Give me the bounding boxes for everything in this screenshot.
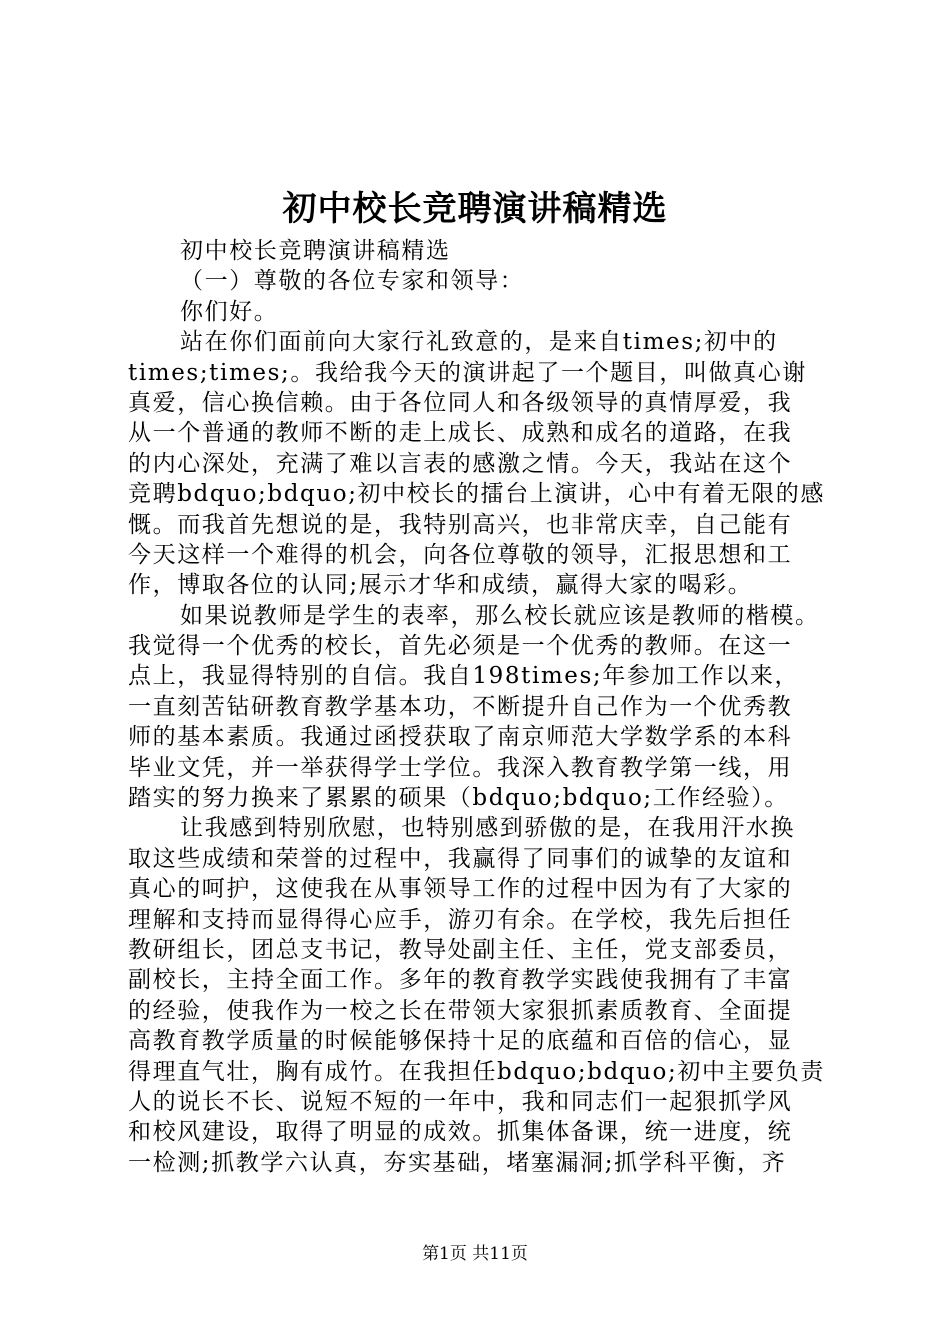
page-footer: 第1页 共11页 <box>422 1244 528 1264</box>
body-line: 毕业文凭，并一举获得学士学位。我深入教育教学第一线，用 <box>128 754 793 781</box>
body-line: 竞聘bdquo;bdquo;初中校长的擂台上演讲，心中有着无限的感 <box>128 481 825 508</box>
body-line: 初中校长竞聘演讲稿精选 <box>180 238 451 264</box>
body-line: 的内心深处，充满了难以言表的感激之情。今天，我站在这个 <box>128 450 793 477</box>
body-line: 你们好。 <box>180 298 279 325</box>
body-line: 踏实的努力换来了累累的硕果（bdquo;bdquo;工作经验）。 <box>128 785 789 812</box>
body-line: 取这些成绩和荣誉的过程中，我赢得了同事们的诚挚的友谊和 <box>128 845 793 872</box>
body-line: 副校长，主持全面工作。多年的教育教学实践使我拥有了丰富 <box>128 967 793 994</box>
body-line: 从一个普通的教师不断的走上成长、成熟和成名的道路，在我 <box>128 420 793 447</box>
body-line: 今天这样一个难得的机会，向各位尊敬的领导，汇报思想和工 <box>128 541 793 568</box>
body-line: （一）尊敬的各位专家和领导： <box>180 268 525 295</box>
body-line: 教研组长，团总支书记，教导处副主任、主任，党支部委员， <box>128 936 793 963</box>
body-line: 一直刻苦钻研教育教学基本功，不断提升自己作为一个优秀教 <box>128 693 793 720</box>
body-line: 作，博取各位的认同;展示才华和成绩，赢得大家的喝彩。 <box>128 572 753 599</box>
body-line: 师的基本素质。我通过函授获取了南京师范大学数学系的本科 <box>128 724 793 751</box>
body-line: 人的说长不长、说短不短的一年中，我和同志们一起狠抓学风 <box>128 1088 793 1115</box>
body-line: 一检测;抓教学六认真，夯实基础，堵塞漏洞;抓学科平衡，齐 <box>128 1149 787 1176</box>
body-line: 理解和支持而显得得心应手，游刃有余。在学校，我先后担任 <box>128 906 793 933</box>
body-line: 得理直气壮，胸有成竹。在我担任bdquo;bdquo;初中主要负责 <box>128 1058 825 1085</box>
body-line: 慨。而我首先想说的是，我特别高兴，也非常庆幸，自己能有 <box>128 511 793 538</box>
body-line: 真心的呵护，这使我在从事领导工作的过程中因为有了大家的 <box>128 876 793 903</box>
body-line: 和校风建设，取得了明显的成效。抓集体备课，统一进度，统 <box>128 1119 793 1146</box>
body-line: 的经验，使我作为一校之长在带领大家狠抓素质教育、全面提 <box>128 997 793 1024</box>
body-line: 点上，我显得特别的自信。我自198times;年参加工作以来， <box>128 663 800 690</box>
document-title: 初中校长竞聘演讲稿精选 <box>282 189 668 229</box>
body-line: times;times;。我给我今天的演讲起了一个题目，叫做真心谢 <box>128 359 807 386</box>
body-line: 我觉得一个优秀的校长，首先必须是一个优秀的教师。在这一 <box>128 633 793 660</box>
body-line: 高教育教学质量的时候能够保持十足的底蕴和百倍的信心，显 <box>128 1028 793 1055</box>
body-line: 真爱，信心换信赖。由于各位同人和各级领导的真情厚爱，我 <box>128 389 793 416</box>
body-line: 让我感到特别欣慰，也特别感到骄傲的是，在我用汗水换 <box>180 815 795 842</box>
document-body <box>128 236 838 1178</box>
body-line: 如果说教师是学生的表率，那么校长就应该是教师的楷模。 <box>180 602 820 629</box>
body-line: 站在你们面前向大家行礼致意的，是来自times;初中的 <box>180 329 778 356</box>
